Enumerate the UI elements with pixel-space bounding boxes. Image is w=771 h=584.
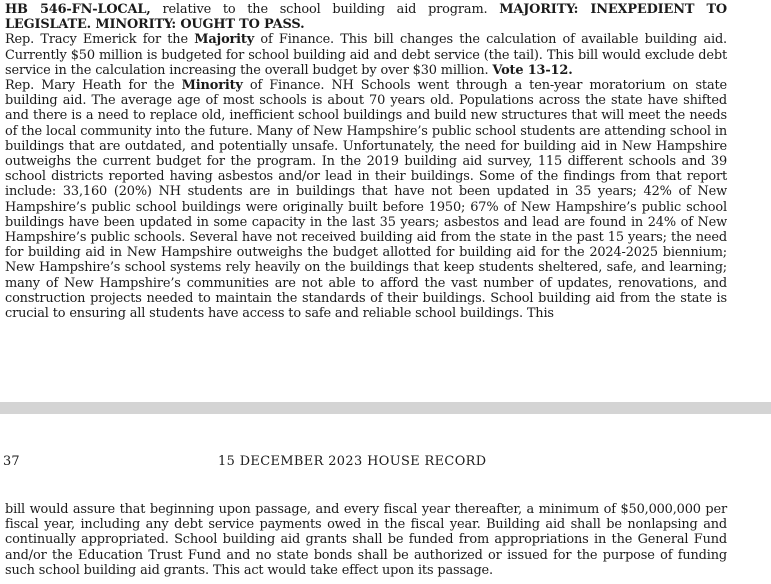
continuation-text: bill would assure that beginning upon passage, and every fiscal year thereafter, a minimum of $50,000,000 per fiscal year, including any debt service payments owed in the fiscal year. Building aid shall be nonlapsing and continually appropriated. School building aid grants shall be funded from appropriations in the General Fund and/or the Education Trust Fund and no state bonds shall be authorized or issued for the purpose of funding such school building aid grants. This act would take effect upon its passage. bbox=[5, 502, 727, 578]
minority-label: Minority bbox=[181, 78, 243, 94]
running-head: 15 DECEMBER 2023 HOUSE RECORD bbox=[218, 454, 487, 469]
continuation-block bbox=[5, 502, 727, 578]
minority-intro: Rep. Mary Heath for the bbox=[5, 78, 182, 94]
minority-text: of Finance. NH Schools went through a ten-year moratorium on state building aid. The average age of most schools is about 70 years old. Populations across the state have shifted and there is a need to replace old, inefficient school buildings and build new structures that will meet the needs of the local community into the future. Many of New Hampshire’s public school students are attending school in buildings that are outdated, and potentially unsafe. Unfortunately, the need for building aid in New Hampshire outweighs the current budget for the program. In the 2019 building aid survey, 115 different schools and 39 school districts reported having asbestos and/or lead in their buildings. Some of the findings from that report include: 33,160 (20%) NH students are in buildings that have not been updated in 35 years; 42% of New Hampshire’s public school buildings were originally built before 1950; 67% of New Hampshire’s public school buildings have been updated in some capacity in the last 35 years; asbestos and lead are found in 24% of New Hampshire’s public schools. Several have not received building aid from the state in the past 15 years; the need for building aid in New Hampshire outweighs the budget allotted for building aid for the 2024-2025 biennium; New Hampshire’s school systems rely heavily on the buildings that keep students sheltered, safe, and learning; many of New Hampshire’s communities are not able to afford the vast number of updates, renovations, and construction projects needed to maintain the standards of their buildings. School building aid from the state is crucial to ensuring all students have access to safe and reliable school buildings. This bbox=[5, 78, 727, 322]
page-number: 37 bbox=[3, 454, 20, 469]
bill-number: HB 546-FN-LOCAL, bbox=[5, 2, 151, 17]
bill-title: relative to the school building aid program. bbox=[150, 2, 500, 17]
committee-result: MAJORITY: INEXPEDIENT TO LEGISLATE. MINORITY: OUGHT TO PASS. bbox=[5, 2, 727, 33]
majority-report bbox=[5, 32, 727, 78]
majority-intro: Rep. Tracy Emerick for the bbox=[5, 32, 195, 48]
majority-label: Majority bbox=[194, 32, 255, 48]
minority-report bbox=[5, 78, 727, 321]
vote-count: Vote 13-12. bbox=[492, 62, 573, 78]
majority-text: of Finance. This bill changes the calculation of available building aid. Currently $50 million is budgeted for school building aid and debt service (the tail). This bill would exclude debt service in the calculation increasing the overall budget by over $30 million. bbox=[5, 32, 728, 78]
bill-report-block bbox=[5, 2, 727, 321]
bill-header bbox=[5, 2, 727, 32]
page-break-divider bbox=[0, 402, 771, 414]
